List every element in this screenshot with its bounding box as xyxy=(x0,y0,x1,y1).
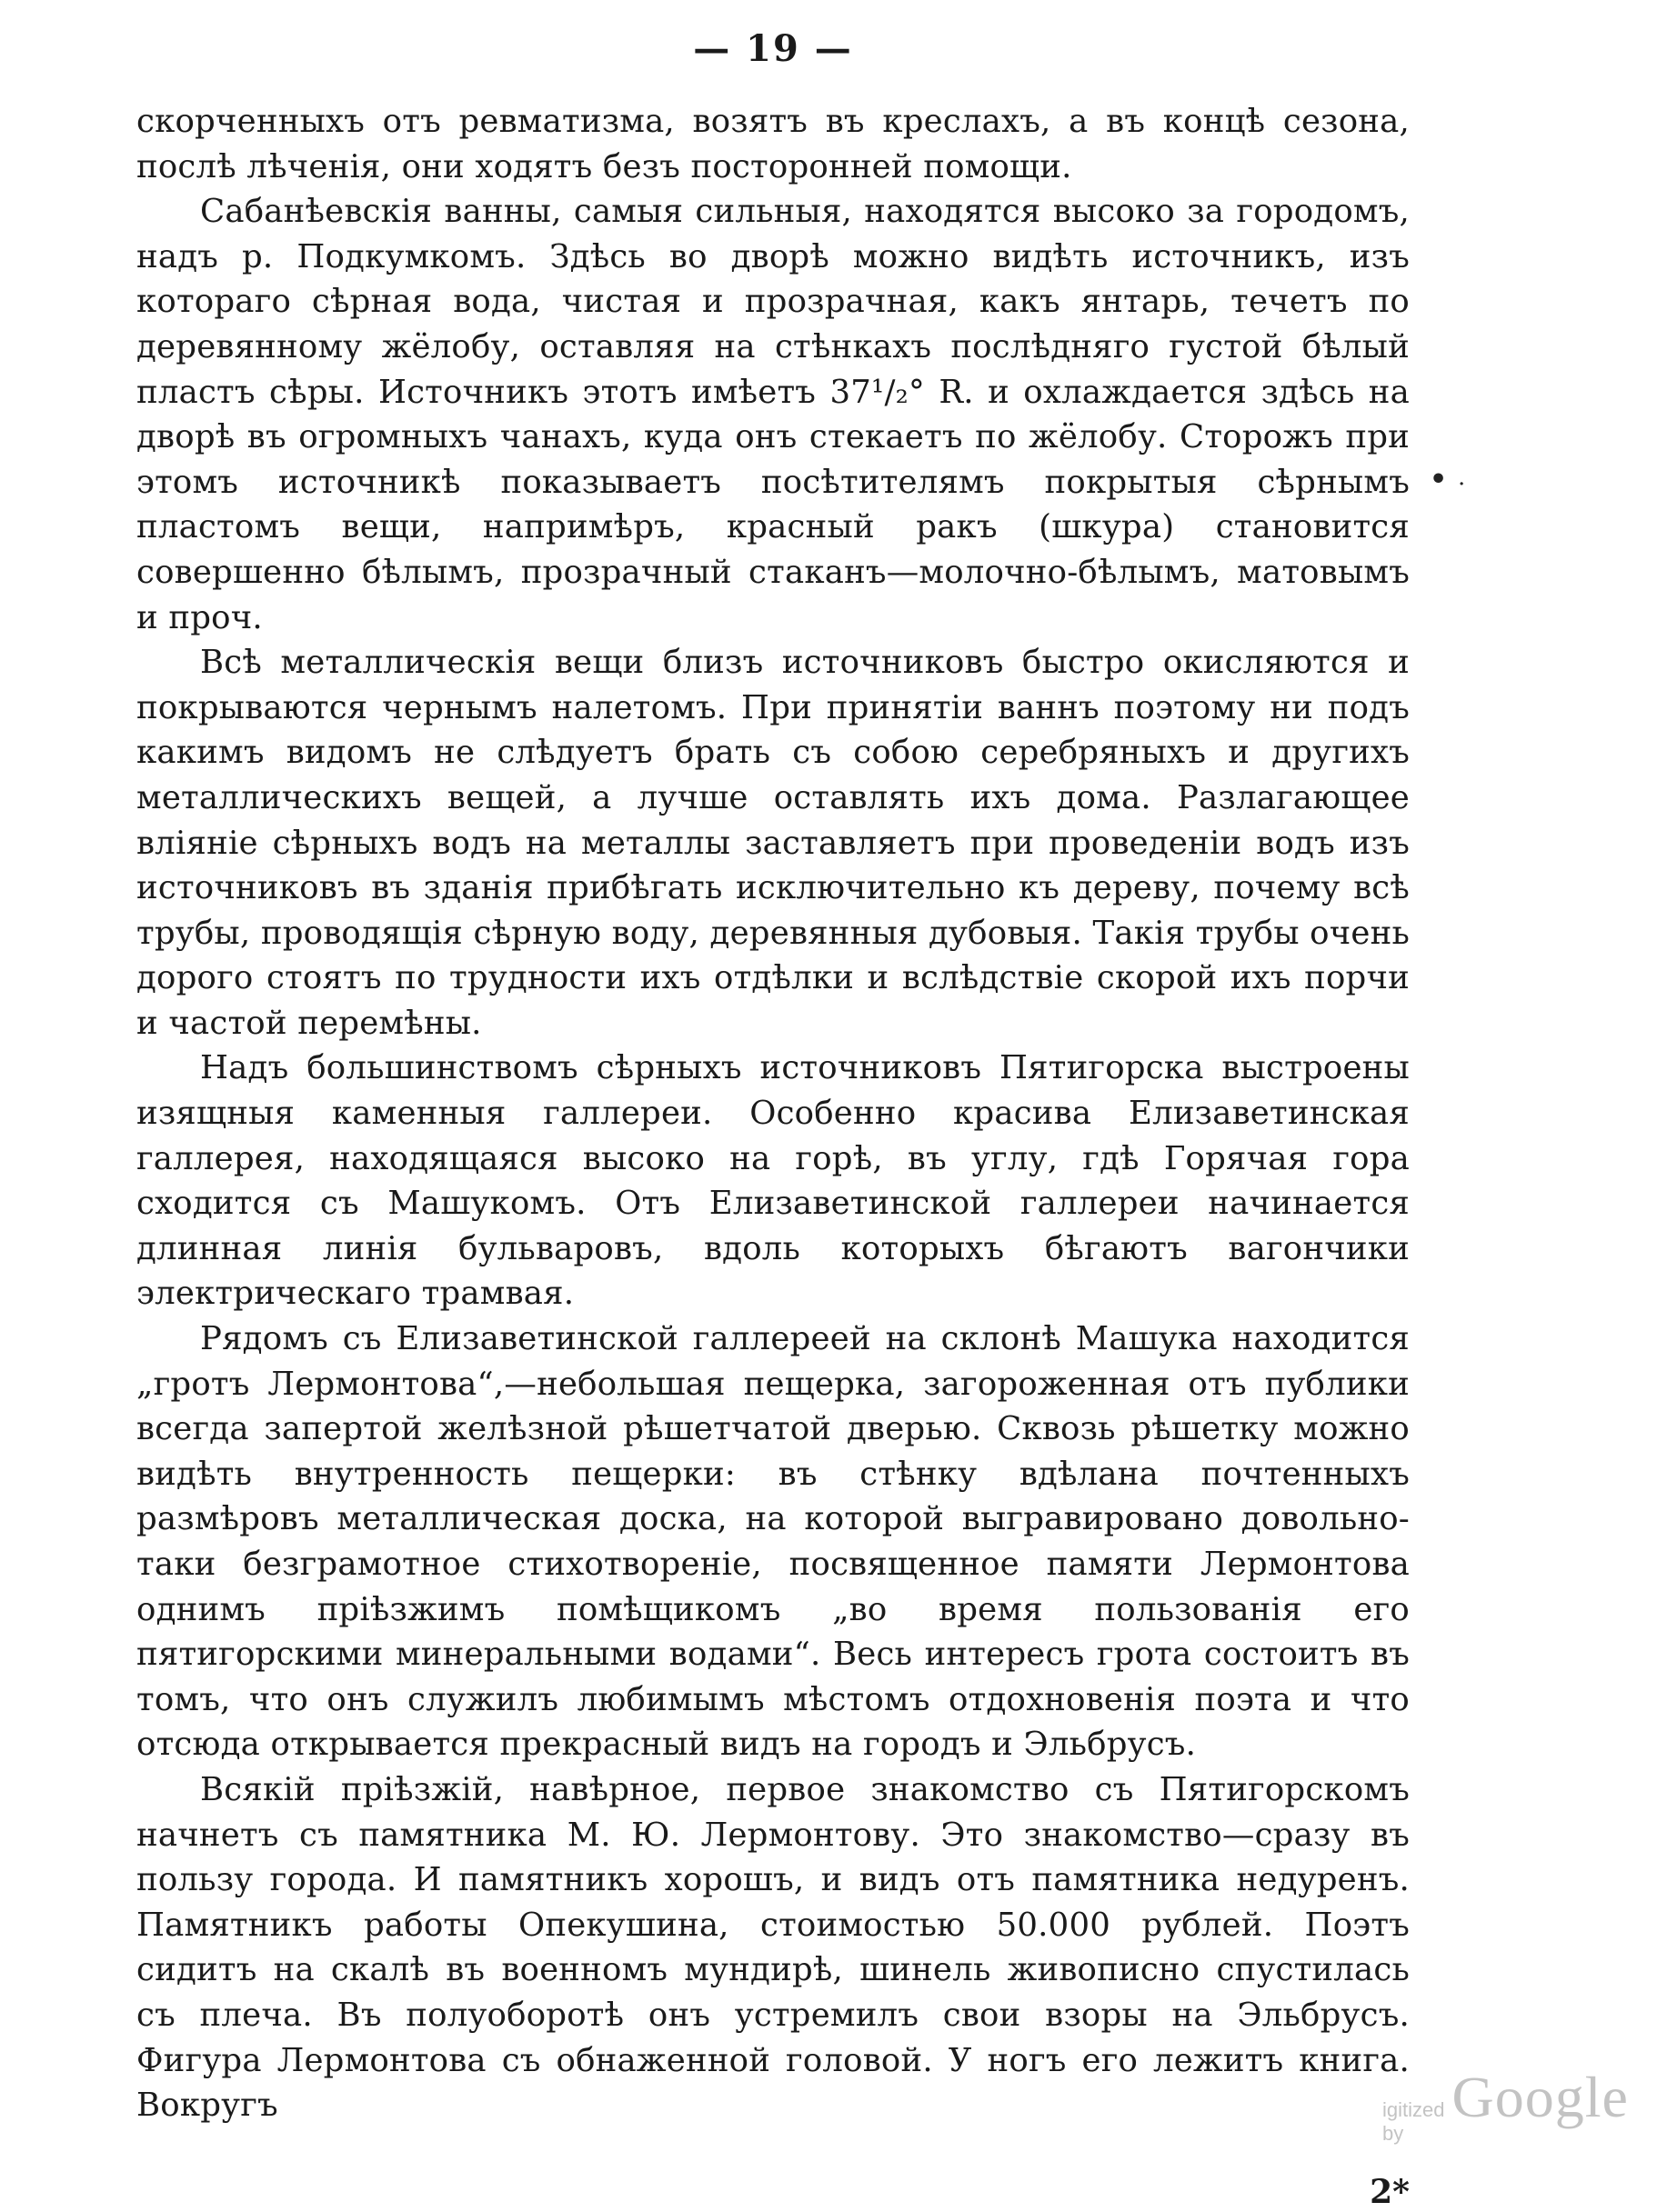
google-logo: Google xyxy=(1451,2065,1629,2129)
google-watermark xyxy=(1382,2064,1629,2146)
paragraph-2: Сабанѣевскія ванны, самыя сильныя, находятся высоко за городомъ, надъ р. Подкумкомъ. Здѣсь во дворѣ можно видѣть источникъ, изъ котораго сѣрная вода, чистая и прозрачная, какъ янтарь, течетъ по деревянному жёлобу, оставляя на стѣнкахъ послѣдняго густой бѣлый пластъ сѣры. Источникъ этотъ имѣетъ 37¹/₂° R. и охлаждается здѣсь на дворѣ въ огромныхъ чанахъ, куда онъ стекаетъ по жёлобу. Сторожъ при этомъ источникѣ показываетъ посѣтителямъ покрытыя сѣрнымъ пластомъ вещи, напримѣръ, красный ракъ (шкура) становится совершенно бѣлымъ, прозрачный стаканъ—молочно-бѣлымъ, матовымъ и проч. xyxy=(136,193,1410,636)
stray-dot-mark-small: · xyxy=(1459,475,1465,494)
signature-mark: 2* xyxy=(1370,2173,1410,2211)
paragraph-6: Всякій пріѣзжій, навѣрное, первое знакомство съ Пятигорскомъ начнетъ съ памятника М. Ю. Лермонтову. Это знакомство—сразу въ пользу города. И памятникъ хорошъ, и видъ отъ памятника недуренъ. Памятникъ работы Опекушина, стоимостью 50.000 рублей. Поэтъ сидитъ на скалѣ въ военномъ мундирѣ, шинель живописно спустилась съ плеча. Въ полуоборотѣ онъ устремилъ свои взоры на Эльбрусъ. Фигура Лермонтова съ обнаженной головой. У ногъ его лежитъ книга. Вокругъ xyxy=(136,1770,1410,2125)
paragraph-4: Надъ большинствомъ сѣрныхъ источниковъ Пятигорска выстроены изящныя каменныя галлереи. Особенно красива Елизаветинская галлерея, находящаяся высоко на горѣ, въ углу, гдѣ Горячая гора сходится съ Машукомъ. Отъ Елизаветинской галлереи начинается длинная линія бульваровъ, вдоль которыхъ бѣгаютъ вагончики электрическаго трамвая. xyxy=(136,1049,1410,1313)
body-text xyxy=(136,99,1410,2128)
paragraph-1: скорченныхъ отъ ревматизма, возятъ въ креслахъ, а въ концѣ сезона, послѣ лѣченія, они ходятъ безъ посторонней помощи. xyxy=(136,103,1410,185)
paragraph-5: Рядомъ съ Елизаветинской галлереей на склонѣ Машука находится „гротъ Лермонтова“,—небольшая пещерка, загороженная отъ публики всегда запертой желѣзной рѣшетчатой дверью. Сквозь рѣшетку можно видѣть внутренность пещерки: въ стѣнку вдѣлана почтенныхъ размѣровъ металлическая доска, на которой выгравировано довольно-таки безграмотное стихотвореніе, посвященное памяти Лермонтова однимъ пріѣзжимъ помѣщикомъ „во время пользованія его пятигорскими минеральными водами“. Весь интересъ грота состоитъ въ томъ, что онъ служилъ любимымъ мѣстомъ отдохновенія поэта и что отсюда открывается прекрасный видъ на городъ и Эльбрусъ. xyxy=(136,1320,1410,1764)
document-page xyxy=(136,27,1629,2211)
page-number: — 19 — xyxy=(693,27,853,70)
stray-dot-mark: • xyxy=(1430,464,1448,495)
watermark-digitized-text: igitized by xyxy=(1382,2098,1445,2145)
paragraph-3: Всѣ металлическія вещи близъ источниковъ быстро окисляются и покрываются чернымъ налетомъ. При принятіи ваннъ поэтому ни подъ какимъ видомъ не слѣдуетъ брать съ собою серебряныхъ и другихъ металлическихъ вещей, а лучше оставлять ихъ дома. Разлагающее вліяніе сѣрныхъ водъ на металлы заставляетъ при проведеніи водъ изъ источниковъ въ зданія прибѣгать исключительно къ дереву, почему всѣ трубы, проводящія сѣрную воду, деревянныя дубовыя. Такія трубы очень дорого стоятъ по трудности ихъ отдѣлки и вслѣдствіе скорой ихъ порчи и частой перемѣны. xyxy=(136,644,1410,1042)
